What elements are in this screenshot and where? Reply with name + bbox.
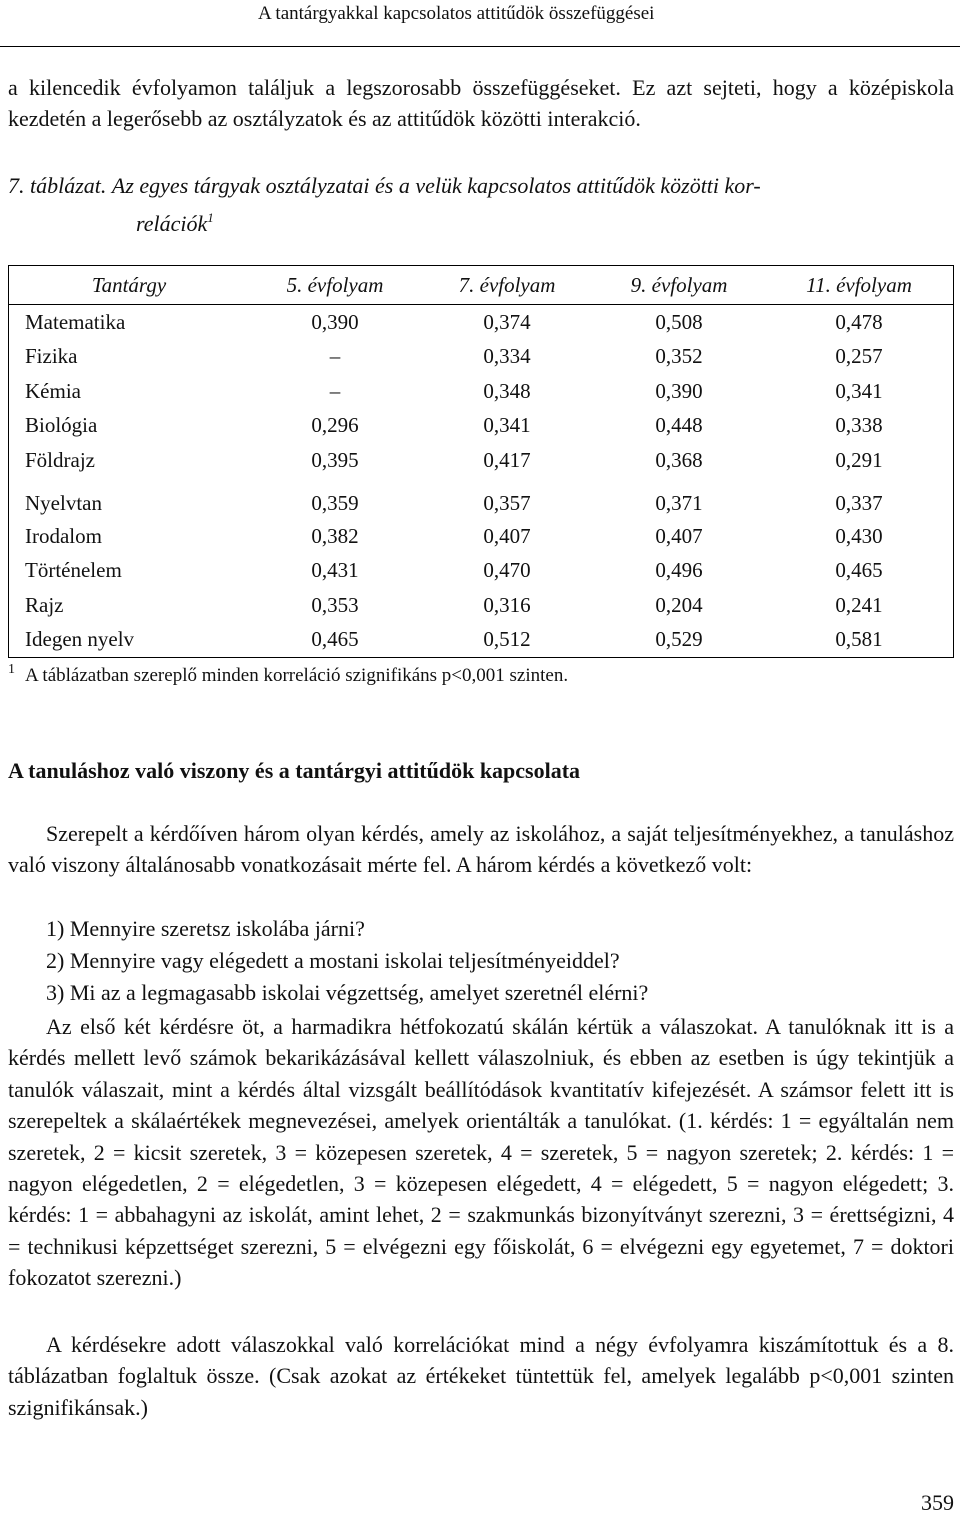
row-subject: Idegen nyelv (25, 627, 135, 652)
table-row (9, 305, 953, 340)
cell-value: 0,352 (655, 344, 703, 369)
running-title: A tantárgyakkal kapcsolatos attitűdök összefüggései (258, 3, 655, 24)
cell-value: 0,371 (655, 491, 703, 515)
table-caption-title-2: relációk (136, 211, 208, 236)
cell-value: 0,390 (311, 309, 359, 334)
table-header-row (9, 266, 953, 305)
cell-value: 0,334 (483, 344, 531, 369)
section-paragraph-2: Az első két kérdésre öt, a harmadikra hétfokozatú skálán kértük a válaszokat. A tanulóknak itt is a kérdés mellett levő számok bekarikázásával kellett válaszolniuk, és ebben az esetben is úgy tekintjük a tanulók válaszait, mint a kérdés által vizsgált beállítódások kvantitatív kifejezését. A számsor felett itt is szerepeltek a skálaértékek megnevezései, amelyek orientálták a tanulókat. (1. kérdés: 1 = egyáltalán nem szeretek, 2 = kicsit szeretek, 3 = közepesen szeretek, 4 = szeretek, 5 = nagyon szeretek; 2. kérdés: 1 = nagyon elégedetlen, 2 = elégedetlen, 3 = közepesen elégedett, 4 = elégedett, 5 = nagyon elégedett; 3. kérdés: 1 = abbahagyni az iskolát, amint lehet, 2 = szakmunkás bizonyítványt szerezni, 3 = érettségizni, 4 = technikusi képzettséget szerezni, 5 = elvégezni egy főiskolát, 6 = elvégezni egy egyetemet, 7 = doktori fokozatot szerezni.) (8, 1014, 954, 1291)
question-2: 2) Mennyire vagy elégedett a mostani iskolai teljesítményeiddel? (46, 948, 620, 973)
table-row (9, 588, 953, 623)
question-3: 3) Mi az a legmagasabb iskolai végzettség, amelyet szeretnél elérni? (46, 980, 649, 1005)
table-caption-superscript: 1 (207, 210, 214, 225)
cell-value: 0,431 (311, 558, 359, 583)
cell-value: 0,508 (655, 309, 703, 334)
cell-value: 0,353 (311, 592, 359, 617)
correlation-table (8, 265, 954, 658)
table-row (9, 409, 953, 444)
cell-value: 0,448 (655, 413, 703, 438)
table-row (9, 374, 953, 409)
cell-value: 0,417 (483, 447, 531, 472)
cell-value: 0,296 (311, 413, 359, 438)
col-header-grade-5: 5. évfolyam (249, 266, 421, 305)
row-subject: Irodalom (25, 523, 102, 548)
cell-value: 0,512 (483, 627, 531, 652)
table-row (9, 554, 953, 589)
cell-value: 0,316 (483, 592, 531, 617)
cell-value: 0,368 (655, 447, 703, 472)
table-row (9, 623, 953, 658)
cell-value: 0,478 (835, 309, 883, 334)
col-header-subject: Tantárgy (9, 266, 249, 305)
cell-value: 0,430 (835, 523, 883, 548)
table-footnote (8, 662, 568, 687)
row-subject: Matematika (25, 309, 126, 334)
col-header-grade-11: 11. évfolyam (765, 266, 953, 305)
cell-value: – (329, 378, 341, 403)
table-caption-title-1: Az egyes tárgyak osztályzatai és a velük kapcsolatos attitűdök közötti kor- (111, 173, 761, 198)
cell-value: 0,341 (835, 378, 883, 403)
cell-value: 0,390 (655, 378, 703, 403)
cell-value: 0,407 (483, 523, 531, 548)
row-subject: Földrajz (25, 447, 95, 472)
intro-paragraph: a kilencedik évfolyamon találjuk a legszorosabb összefüggéseket. Ez azt sejteti, hogy a középiskola kezdetén a legerősebb az osztályzatok és az attitűdök közötti interakció. (8, 75, 954, 132)
row-subject: Történelem (25, 558, 122, 583)
cell-value: 0,257 (835, 344, 883, 369)
row-subject: Fizika (25, 344, 78, 369)
page-number: 359 (921, 1490, 954, 1515)
cell-value: 0,204 (655, 592, 703, 617)
question-1: 1) Mennyire szeretsz iskolába járni? (46, 916, 365, 941)
cell-value: 0,581 (835, 627, 883, 652)
cell-value: 0,341 (483, 413, 531, 438)
col-header-grade-9: 9. évfolyam (593, 266, 765, 305)
section-paragraph-1: Szerepelt a kérdőíven három olyan kérdés, amely az iskolához, a saját teljesítményekhez, a tanuláshoz való viszony általánosabb vonatkozásait mérte fel. A három kérdés a következő volt: (8, 821, 954, 878)
cell-value: 0,470 (483, 558, 531, 583)
table-caption-label: 7. táblázat. (8, 173, 107, 198)
table-row (9, 443, 953, 478)
footnote-mark: 1 (8, 662, 15, 677)
cell-value: 0,337 (835, 491, 883, 515)
cell-value: 0,348 (483, 378, 531, 403)
col-header-grade-7: 7. évfolyam (421, 266, 593, 305)
cell-value: 0,357 (483, 491, 531, 515)
cell-value: 0,291 (835, 447, 883, 472)
row-subject: Kémia (25, 378, 81, 403)
section-heading: A tanuláshoz való viszony és a tantárgyi attitűdök kapcsolata (8, 758, 581, 783)
cell-value: 0,465 (311, 627, 359, 652)
table-row (9, 478, 953, 520)
section-paragraph-3: A kérdésekre adott válaszokkal való korrelációkat mind a négy évfolyamra kiszámítottuk és a 8. táblázatban foglaltuk össze. (Csak azokat az értékeket tüntettük fel, amelyek legalább p<0,001 szinten szignifikánsak.) (8, 1332, 954, 1420)
cell-value: 0,465 (835, 558, 883, 583)
cell-value: 0,338 (835, 413, 883, 438)
cell-value: 0,407 (655, 523, 703, 548)
cell-value: – (329, 344, 341, 369)
running-header (0, 0, 960, 47)
table-row (9, 340, 953, 375)
table-caption (8, 170, 948, 240)
cell-value: 0,529 (655, 627, 703, 652)
cell-value: 0,241 (835, 592, 883, 617)
footnote-text: A táblázatban szereplő minden korreláció szignifikáns p<0,001 szinten. (25, 665, 569, 686)
cell-value: 0,496 (655, 558, 703, 583)
row-subject: Nyelvtan (25, 491, 102, 515)
cell-value: 0,359 (311, 491, 359, 515)
row-subject: Biológia (25, 413, 98, 438)
cell-value: 0,374 (483, 309, 531, 334)
cell-value: 0,382 (311, 523, 359, 548)
table-row (9, 519, 953, 554)
row-subject: Rajz (25, 592, 64, 617)
cell-value: 0,395 (311, 447, 359, 472)
